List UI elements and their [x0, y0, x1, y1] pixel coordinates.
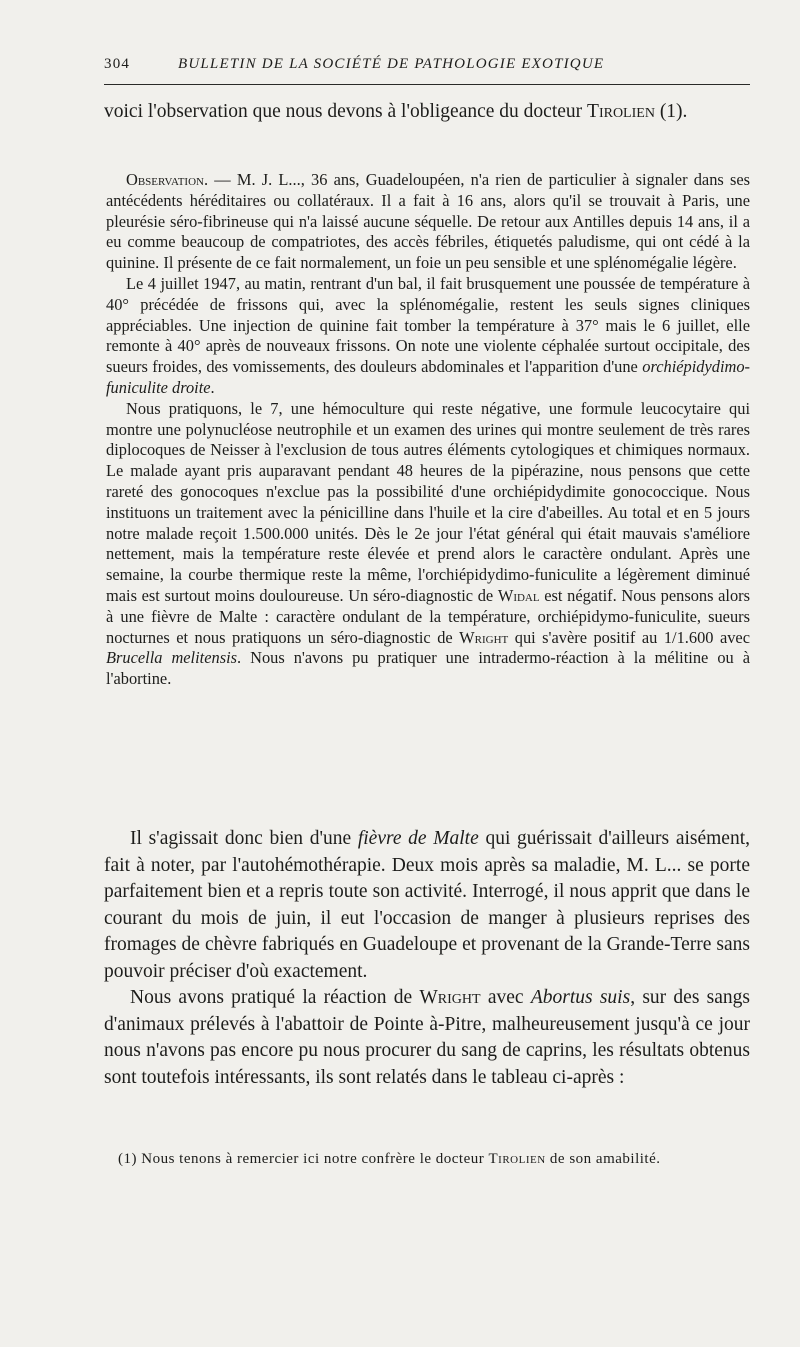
intro-text-after: (1).	[654, 101, 688, 122]
observation-p2-text-before: Le 4 juillet 1947, au matin, rentrant d'un bal, il fait brusquement une poussée de température à 40° précédée de frissons qui, avec la splénomégalie, restent les seuls signes cliniques appréciables. Une injection de quinine fait tomber la température à 37° mais le 6 juillet, elle remonte à 40° après de nouveaux frissons. On note une violente céphalée surtout occipitale, des sueurs froides, des vomissements, des douleurs abdominales et l'apparition d'une	[106, 273, 750, 377]
observation-paragraph-3	[106, 399, 750, 690]
name-widal: Widal	[497, 585, 540, 605]
observation-paragraph-2	[106, 274, 750, 399]
main-text	[104, 826, 750, 1091]
observation-p3-t4: . Nous n'avons pu pratiquer une intradermo-réaction à la mélitine ou à l'abortine.	[106, 648, 750, 689]
header-rule	[104, 84, 750, 85]
body-p1-t2: qui guérissait d'ailleurs aisément, fait à noter, par l'autohémothérapie. Deux mois après sa maladie, M. L... se porte parfaitement bien et a repris toute son activité. Interrogé, il nous apprit que dans le courant du mois de juin, il eut l'occasion de manger à plusieurs reprises des fromages de chèvre fabriqués en Guadeloupe et provenant de la Grande-Terre sans pouvoir préciser d'où exactement.	[104, 828, 750, 982]
disease-term: fièvre de Malte	[357, 828, 479, 849]
species-melitensis: Brucella melitensis	[106, 648, 237, 668]
footnote-name: Tirolien	[488, 1151, 546, 1167]
body-p2-t1: Nous avons pratiqué la réaction de	[130, 987, 420, 1008]
body-p2-t3: , sur des sangs d'animaux prélevés à l'abattoir de Pointe à-Pitre, malheureusement jusqu'à ce jour nous n'avons pas encore pu nous procurer du sang de caprins, les résultats obtenus sont toutefois intéressants, ils sont relatés dans le tableau ci-après :	[104, 987, 750, 1088]
body-p1-t1: Il s'agissait donc bien d'une	[130, 828, 358, 849]
body-paragraph-1	[104, 826, 750, 985]
body-paragraph-2	[104, 985, 750, 1091]
intro-text-before: voici l'observation que nous devons à l'obligeance du docteur	[104, 101, 588, 122]
observation-paragraph-1	[106, 170, 750, 274]
observation-p2-text-after: .	[210, 377, 215, 397]
name-wright: Wright	[459, 627, 509, 647]
observation-p1-text: — M. J. L..., 36 ans, Guadeloupéen, n'a rien de particulier à signaler dans ses antécédents héréditaires ou collatéraux. Il a fait à 16 ans, alors qu'il se trouvait à Paris, une pleurésie séro-fibrineuse qui n'a laissé aucune séquelle. De retour aux Antilles depuis 14 ans, il a eu comme beaucoup de compatriotes, des accès fébriles, étiquetés paludisme, qui ont cédé à la quinine. Il présente de ce fait normalement, un foie un peu sensible et une splénomégalie légère.	[106, 170, 750, 273]
observation-p3-t2: est négatif. Nous pensons alors à une fièvre de Malte : caractère ondulant de la température, orchiépidymo-funiculite, sueurs nocturnes et nous pratiquons un séro-diagnostic de	[106, 585, 750, 647]
observation-p3-t1: Nous pratiquons, le 7, une hémoculture qui reste négative, une formule leucocytaire qui montre une polynucléose neutrophile et un examen des urines qui montre seulement de très rares diplocoques de Neisser à l'exclusion de tous autres éléments cytologiques et chimiques normaux. Le malade ayant pris auparavant pendant 48 heures de la pipérazine, nous pensons que cette rareté des gonocoques n'exclue pas la possibilité d'une orchiépidydimite gonococcique. Nous instituons un traitement avec la pénicilline dans l'huile et la cire d'abeilles. Au total et en 5 jours notre malade reçoit 1.500.000 unités. Dès le 2e jour l'état général qui était mauvais s'améliore nettement, mais la température reste élevée et prend alors le caractère ondulant. Après une semaine, la courbe thermique reste la même, l'orchiépidydimo-funiculite a légèrement diminué mais est surtout moins douloureuse. Un séro-diagnostic de	[106, 398, 750, 605]
body-p2-t2: avec	[480, 987, 531, 1008]
footnote-t1: (1) Nous tenons à remercier ici notre confrère le docteur	[118, 1151, 489, 1167]
page-number: 304	[104, 56, 131, 72]
observation-p3-t3: qui s'avère positif au 1/1.600 avec	[508, 627, 750, 647]
intro-paragraph	[104, 98, 750, 125]
observation-label: Observation.	[126, 170, 209, 189]
diagnosis-term: orchiépidydimo-funiculite droite	[106, 357, 750, 397]
footnote-paragraph	[104, 1150, 750, 1169]
name-wright-2: Wright	[419, 987, 481, 1008]
observation-section	[106, 170, 750, 690]
footnote-t2: de son amabilité.	[545, 1151, 661, 1167]
running-title: BULLETIN DE LA SOCIÉTÉ DE PATHOLOGIE EXOTIQUE	[178, 56, 605, 72]
species-abortus-suis: Abortus suis	[530, 987, 631, 1008]
footnote	[104, 1150, 750, 1169]
doctor-name: Tirolien	[587, 101, 655, 122]
